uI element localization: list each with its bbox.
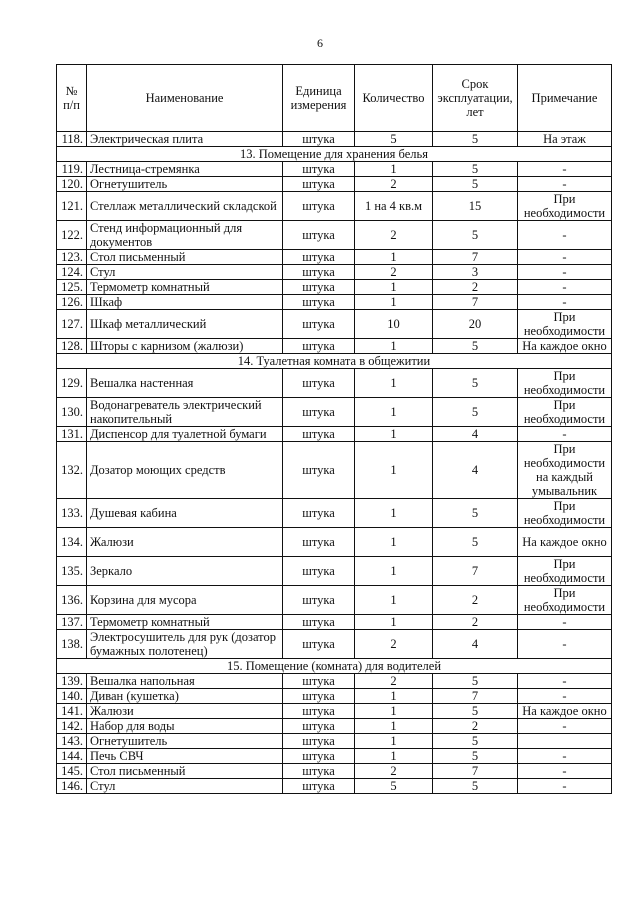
row-number: 130. bbox=[57, 398, 87, 427]
item-quantity: 1 bbox=[355, 528, 433, 557]
item-quantity: 1 bbox=[355, 615, 433, 630]
item-service-life: 7 bbox=[433, 295, 518, 310]
item-quantity: 1 bbox=[355, 704, 433, 719]
row-number: 120. bbox=[57, 177, 87, 192]
item-note: - bbox=[518, 250, 612, 265]
table-row bbox=[57, 689, 612, 704]
table-row bbox=[57, 734, 612, 749]
row-number: 129. bbox=[57, 369, 87, 398]
item-name: Стол письменный bbox=[87, 764, 283, 779]
item-unit: штука bbox=[283, 369, 355, 398]
item-service-life: 5 bbox=[433, 162, 518, 177]
item-quantity: 1 bbox=[355, 427, 433, 442]
table-row bbox=[57, 779, 612, 794]
item-quantity: 1 bbox=[355, 442, 433, 499]
header-qty: Количество bbox=[355, 65, 433, 132]
item-note: На каждое окно bbox=[518, 528, 612, 557]
item-quantity: 2 bbox=[355, 221, 433, 250]
item-name: Стеллаж металлический складской bbox=[87, 192, 283, 221]
item-note: - bbox=[518, 615, 612, 630]
table-row bbox=[57, 586, 612, 615]
row-number: 132. bbox=[57, 442, 87, 499]
table-body bbox=[57, 132, 612, 794]
row-number: 119. bbox=[57, 162, 87, 177]
table-row bbox=[57, 674, 612, 689]
item-service-life: 15 bbox=[433, 192, 518, 221]
table-row bbox=[57, 499, 612, 528]
item-name: Огнетушитель bbox=[87, 177, 283, 192]
table-row bbox=[57, 310, 612, 339]
table-row bbox=[57, 398, 612, 427]
header-life: Срок эксплуатации, лет bbox=[433, 65, 518, 132]
section-title: 13. Помещение для хранения белья bbox=[57, 147, 612, 162]
table-header-row bbox=[57, 65, 612, 132]
item-note: - bbox=[518, 764, 612, 779]
table-row bbox=[57, 221, 612, 250]
item-quantity: 2 bbox=[355, 265, 433, 280]
item-service-life: 5 bbox=[433, 704, 518, 719]
item-unit: штука bbox=[283, 265, 355, 280]
row-number: 125. bbox=[57, 280, 87, 295]
item-service-life: 2 bbox=[433, 280, 518, 295]
row-number: 131. bbox=[57, 427, 87, 442]
item-service-life: 20 bbox=[433, 310, 518, 339]
table-row bbox=[57, 192, 612, 221]
item-service-life: 2 bbox=[433, 615, 518, 630]
row-number: 134. bbox=[57, 528, 87, 557]
item-service-life: 5 bbox=[433, 221, 518, 250]
item-quantity: 1 bbox=[355, 250, 433, 265]
item-unit: штука bbox=[283, 192, 355, 221]
item-note: При необходимости на каждый умывальник bbox=[518, 442, 612, 499]
item-name: Шторы с карнизом (жалюзи) bbox=[87, 339, 283, 354]
item-name: Лестница-стремянка bbox=[87, 162, 283, 177]
table-row bbox=[57, 442, 612, 499]
row-number: 127. bbox=[57, 310, 87, 339]
item-note: - bbox=[518, 749, 612, 764]
row-number: 146. bbox=[57, 779, 87, 794]
item-quantity: 1 bbox=[355, 734, 433, 749]
table-row bbox=[57, 749, 612, 764]
row-number: 126. bbox=[57, 295, 87, 310]
item-quantity: 1 bbox=[355, 162, 433, 177]
table-row bbox=[57, 764, 612, 779]
row-number: 128. bbox=[57, 339, 87, 354]
item-name: Жалюзи bbox=[87, 704, 283, 719]
item-name: Огнетушитель bbox=[87, 734, 283, 749]
item-service-life: 4 bbox=[433, 442, 518, 499]
item-note: - bbox=[518, 689, 612, 704]
item-note bbox=[518, 734, 612, 749]
item-quantity: 1 bbox=[355, 719, 433, 734]
item-service-life: 5 bbox=[433, 339, 518, 354]
item-quantity: 1 bbox=[355, 557, 433, 586]
item-service-life: 4 bbox=[433, 427, 518, 442]
item-unit: штука bbox=[283, 162, 355, 177]
row-number: 137. bbox=[57, 615, 87, 630]
item-quantity: 1 bbox=[355, 280, 433, 295]
item-name: Электрическая плита bbox=[87, 132, 283, 147]
item-note: - bbox=[518, 280, 612, 295]
item-service-life: 5 bbox=[433, 528, 518, 557]
item-service-life: 7 bbox=[433, 689, 518, 704]
item-service-life: 4 bbox=[433, 630, 518, 659]
item-note: При необходимости bbox=[518, 398, 612, 427]
item-name: Водонагреватель электрический накопительный bbox=[87, 398, 283, 427]
item-quantity: 1 bbox=[355, 586, 433, 615]
item-unit: штука bbox=[283, 295, 355, 310]
item-unit: штука bbox=[283, 734, 355, 749]
table-row bbox=[57, 719, 612, 734]
item-unit: штука bbox=[283, 586, 355, 615]
item-note: - bbox=[518, 177, 612, 192]
table-row bbox=[57, 528, 612, 557]
item-note: - bbox=[518, 265, 612, 280]
item-unit: штука bbox=[283, 250, 355, 265]
table-row bbox=[57, 265, 612, 280]
item-note: - bbox=[518, 719, 612, 734]
item-service-life: 5 bbox=[433, 674, 518, 689]
table-row bbox=[57, 295, 612, 310]
item-name: Жалюзи bbox=[87, 528, 283, 557]
item-unit: штука bbox=[283, 704, 355, 719]
section-row bbox=[57, 354, 612, 369]
section-row bbox=[57, 147, 612, 162]
table-row bbox=[57, 177, 612, 192]
row-number: 135. bbox=[57, 557, 87, 586]
item-note: При необходимости bbox=[518, 586, 612, 615]
item-unit: штука bbox=[283, 280, 355, 295]
row-number: 143. bbox=[57, 734, 87, 749]
item-name: Печь СВЧ bbox=[87, 749, 283, 764]
row-number: 139. bbox=[57, 674, 87, 689]
item-note: - bbox=[518, 630, 612, 659]
item-quantity: 1 bbox=[355, 398, 433, 427]
item-name: Диван (кушетка) bbox=[87, 689, 283, 704]
table-row bbox=[57, 704, 612, 719]
item-unit: штука bbox=[283, 442, 355, 499]
item-service-life: 5 bbox=[433, 398, 518, 427]
item-note: При необходимости bbox=[518, 192, 612, 221]
item-quantity: 1 на 4 кв.м bbox=[355, 192, 433, 221]
item-service-life: 5 bbox=[433, 177, 518, 192]
table-row bbox=[57, 369, 612, 398]
item-name: Вешалка настенная bbox=[87, 369, 283, 398]
item-service-life: 5 bbox=[433, 369, 518, 398]
item-unit: штука bbox=[283, 427, 355, 442]
item-unit: штука bbox=[283, 528, 355, 557]
row-number: 118. bbox=[57, 132, 87, 147]
item-unit: штука bbox=[283, 310, 355, 339]
item-service-life: 7 bbox=[433, 557, 518, 586]
row-number: 124. bbox=[57, 265, 87, 280]
item-quantity: 2 bbox=[355, 674, 433, 689]
item-note: - bbox=[518, 427, 612, 442]
item-name: Диспенсор для туалетной бумаги bbox=[87, 427, 283, 442]
item-unit: штука bbox=[283, 398, 355, 427]
row-number: 133. bbox=[57, 499, 87, 528]
item-unit: штука bbox=[283, 779, 355, 794]
item-quantity: 1 bbox=[355, 689, 433, 704]
item-quantity: 1 bbox=[355, 339, 433, 354]
item-name: Корзина для мусора bbox=[87, 586, 283, 615]
item-unit: штука bbox=[283, 177, 355, 192]
table-row bbox=[57, 557, 612, 586]
table-row bbox=[57, 339, 612, 354]
row-number: 140. bbox=[57, 689, 87, 704]
item-quantity: 1 bbox=[355, 499, 433, 528]
row-number: 121. bbox=[57, 192, 87, 221]
item-unit: штука bbox=[283, 749, 355, 764]
item-note: На каждое окно bbox=[518, 704, 612, 719]
item-quantity: 1 bbox=[355, 749, 433, 764]
item-name: Набор для воды bbox=[87, 719, 283, 734]
row-number: 145. bbox=[57, 764, 87, 779]
table-row bbox=[57, 630, 612, 659]
item-name: Стул bbox=[87, 265, 283, 280]
item-name: Шкаф металлический bbox=[87, 310, 283, 339]
table-row bbox=[57, 132, 612, 147]
item-unit: штука bbox=[283, 674, 355, 689]
item-note: При необходимости bbox=[518, 557, 612, 586]
section-row bbox=[57, 659, 612, 674]
item-unit: штука bbox=[283, 499, 355, 528]
item-name: Вешалка напольная bbox=[87, 674, 283, 689]
item-unit: штука bbox=[283, 132, 355, 147]
row-number: 144. bbox=[57, 749, 87, 764]
item-note: - bbox=[518, 779, 612, 794]
item-quantity: 1 bbox=[355, 295, 433, 310]
item-name: Зеркало bbox=[87, 557, 283, 586]
item-name: Стол письменный bbox=[87, 250, 283, 265]
item-note: - bbox=[518, 295, 612, 310]
item-name: Шкаф bbox=[87, 295, 283, 310]
table-row bbox=[57, 250, 612, 265]
page-number: 6 bbox=[317, 36, 323, 50]
item-unit: штука bbox=[283, 221, 355, 250]
header-unit: Единица измерения bbox=[283, 65, 355, 132]
item-name: Стул bbox=[87, 779, 283, 794]
item-unit: штука bbox=[283, 719, 355, 734]
item-unit: штука bbox=[283, 630, 355, 659]
header-name: Наименование bbox=[87, 65, 283, 132]
item-quantity: 10 bbox=[355, 310, 433, 339]
item-quantity: 1 bbox=[355, 369, 433, 398]
item-quantity: 5 bbox=[355, 132, 433, 147]
item-note: - bbox=[518, 674, 612, 689]
item-service-life: 2 bbox=[433, 719, 518, 734]
section-title: 14. Туалетная комната в общежитии bbox=[57, 354, 612, 369]
table-row bbox=[57, 427, 612, 442]
item-quantity: 5 bbox=[355, 779, 433, 794]
item-unit: штука bbox=[283, 339, 355, 354]
item-note: При необходимости bbox=[518, 499, 612, 528]
table-row bbox=[57, 280, 612, 295]
item-note: - bbox=[518, 221, 612, 250]
item-note: На каждое окно bbox=[518, 339, 612, 354]
table-row bbox=[57, 162, 612, 177]
item-service-life: 5 bbox=[433, 779, 518, 794]
row-number: 122. bbox=[57, 221, 87, 250]
row-number: 136. bbox=[57, 586, 87, 615]
item-service-life: 5 bbox=[433, 132, 518, 147]
item-service-life: 2 bbox=[433, 586, 518, 615]
item-unit: штука bbox=[283, 764, 355, 779]
item-name: Дозатор моющих средств bbox=[87, 442, 283, 499]
item-service-life: 5 bbox=[433, 734, 518, 749]
item-quantity: 2 bbox=[355, 764, 433, 779]
item-service-life: 5 bbox=[433, 499, 518, 528]
item-unit: штука bbox=[283, 615, 355, 630]
item-name: Термометр комнатный bbox=[87, 615, 283, 630]
item-service-life: 7 bbox=[433, 250, 518, 265]
item-name: Стенд информационный для документов bbox=[87, 221, 283, 250]
item-name: Душевая кабина bbox=[87, 499, 283, 528]
row-number: 123. bbox=[57, 250, 87, 265]
item-note: При необходимости bbox=[518, 310, 612, 339]
table-row bbox=[57, 615, 612, 630]
item-note: При необходимости bbox=[518, 369, 612, 398]
item-name: Термометр комнатный bbox=[87, 280, 283, 295]
item-name: Электросушитель для рук (дозатор бумажных полотенец) bbox=[87, 630, 283, 659]
item-note: На этаж bbox=[518, 132, 612, 147]
item-note: - bbox=[518, 162, 612, 177]
item-service-life: 7 bbox=[433, 764, 518, 779]
section-title: 15. Помещение (комната) для водителей bbox=[57, 659, 612, 674]
item-quantity: 2 bbox=[355, 630, 433, 659]
row-number: 142. bbox=[57, 719, 87, 734]
item-unit: штука bbox=[283, 557, 355, 586]
row-number: 138. bbox=[57, 630, 87, 659]
header-num: № п/п bbox=[57, 65, 87, 132]
item-quantity: 2 bbox=[355, 177, 433, 192]
header-note: Примечание bbox=[518, 65, 612, 132]
row-number: 141. bbox=[57, 704, 87, 719]
item-service-life: 3 bbox=[433, 265, 518, 280]
item-service-life: 5 bbox=[433, 749, 518, 764]
item-unit: штука bbox=[283, 689, 355, 704]
equipment-table bbox=[56, 64, 612, 794]
